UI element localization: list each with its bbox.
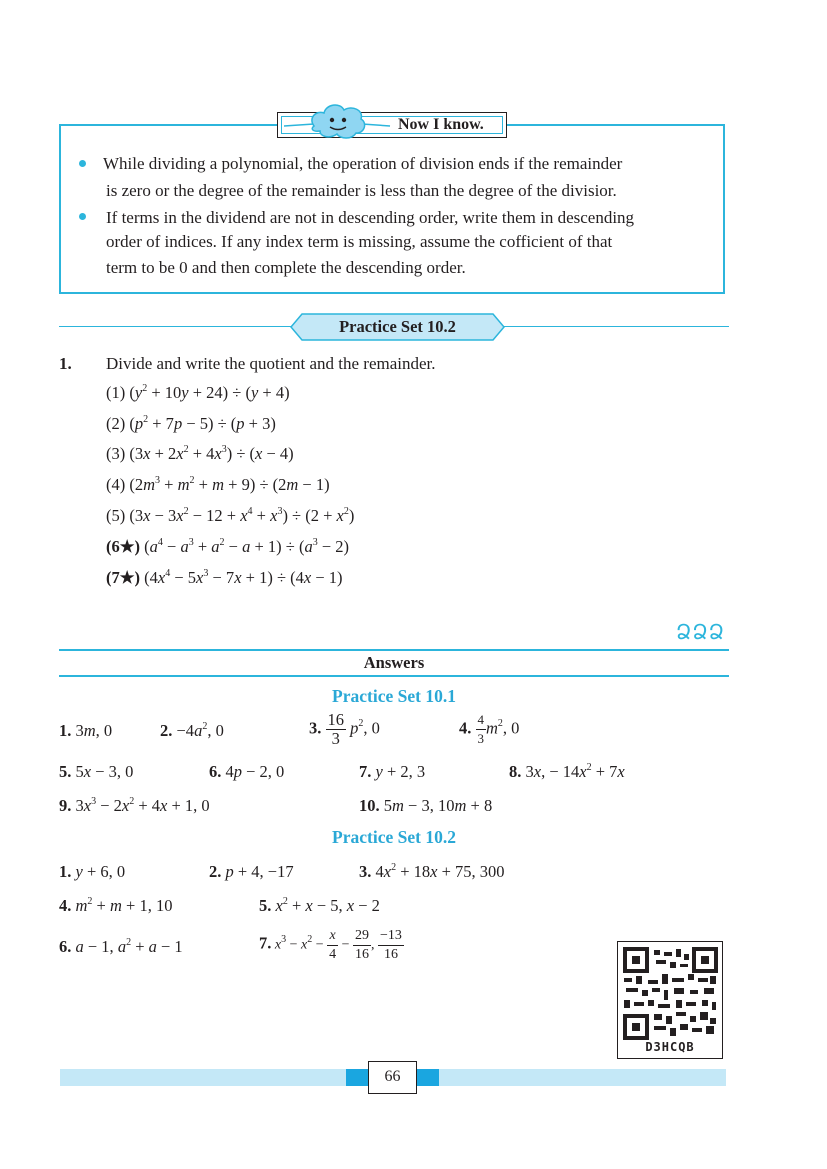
question-item: (5) $(3x - 3x^2 - 12 + x^4 + x^3) \div (2 + x^2)$ [106,506,355,525]
answer-item: 9. $3x^3 - 2x^2 + 4x + 1$, 0 [59,796,210,815]
question-number: 1. [59,354,72,373]
bullet-icon [79,213,86,220]
answer-item: 3. $\frac{16}{3}$ $p^2$, 0 [309,710,380,748]
know-text: order of indices. If any index term is missing, assume the cofficient of that [106,232,613,251]
answer-item: 10. 5m − 3, 10m + 8 [359,796,493,815]
answers-set-title: Practice Set 10.2 [332,827,456,847]
answer-item: 1. y + 6, 0 [59,862,126,881]
answer-item: 4. $\frac{4}{3}$ $m^2$, 0 [459,712,520,746]
answer-item: 2. $-4a^2$, 0 [160,721,224,740]
page-number: 66 [368,1061,417,1094]
cloud-mascot-icon [282,96,392,142]
answer-item: 5. 5x − 3, 0 [59,762,134,781]
divider-line [59,675,729,677]
know-text: is zero or the degree of the remainder is less than the degree of the divisior. [106,181,617,200]
answer-item: 6. 4p − 2, 0 [209,762,285,781]
question-item: (2) $(p^2 + 7p - 5) \div (p + 3)$ [106,414,276,433]
answer-item: 4. $m^2 + m + 1$, 10 [59,896,173,915]
bullet-icon [79,160,86,167]
answer-item: 2. p + 4, −17 [209,862,294,881]
qr-code-label: D3HCQB [645,1040,695,1054]
answers-set-title: Practice Set 10.1 [332,686,456,706]
question-item: (6★) $(a^4 - a^3 + a^2 - a + 1) \div (a^3 - 2)$ [106,537,350,556]
answer-item: 1. 3m, 0 [59,721,113,740]
know-text: While dividing a polynomial, the operation of division ends if the remainder [103,154,623,173]
answer-item: 5. $x^2 + x - 5$, x − 2 [259,896,380,915]
know-text: term to be 0 and then complete the descending order. [106,258,466,277]
divider-line [59,649,729,651]
section-end-mark: ՁՁՁ [676,620,725,644]
qr-code [617,941,723,1059]
question-item: (7★) $(4x^4 - 5x^3 - 7x + 1) \div (4x - 1)$ [106,568,343,587]
practice-set-title: Practice Set 10.2 [339,317,456,336]
question-item: (3) $(3x + 2x^2 + 4x^3) \div (x - 4)$ [106,444,294,463]
answer-item: 7. $x^3 - x^2$ − $\frac{x}{4}$ − $\frac{29}{16}$ , $\frac{-13}{16}$ [259,928,402,962]
know-text: If terms in the dividend are not in descending order, write them in descending [106,208,635,227]
answer-item: 7. y + 2, 3 [359,762,426,781]
now-i-know-title: Now I know. [398,116,484,133]
question-item: (4) $(2m^3 + m^2 + m + 9) \div (2m - 1)$ [106,475,330,494]
question-item: (1) $(y^2 + 10y + 24) \div (y + 4)$ [106,383,290,402]
answer-item: 3. $4x^2 + 18x + 75$, 300 [359,862,505,881]
qr-pattern-icon [618,944,722,1040]
answer-item: 8. 3x, − $14x^2 + 7x$ [509,762,625,781]
answers-title: Answers [363,653,425,672]
question-text: Divide and write the quotient and the remainder. [106,354,436,373]
answer-item: 6. a − 1, $a^2 + a - 1$ [59,937,183,956]
